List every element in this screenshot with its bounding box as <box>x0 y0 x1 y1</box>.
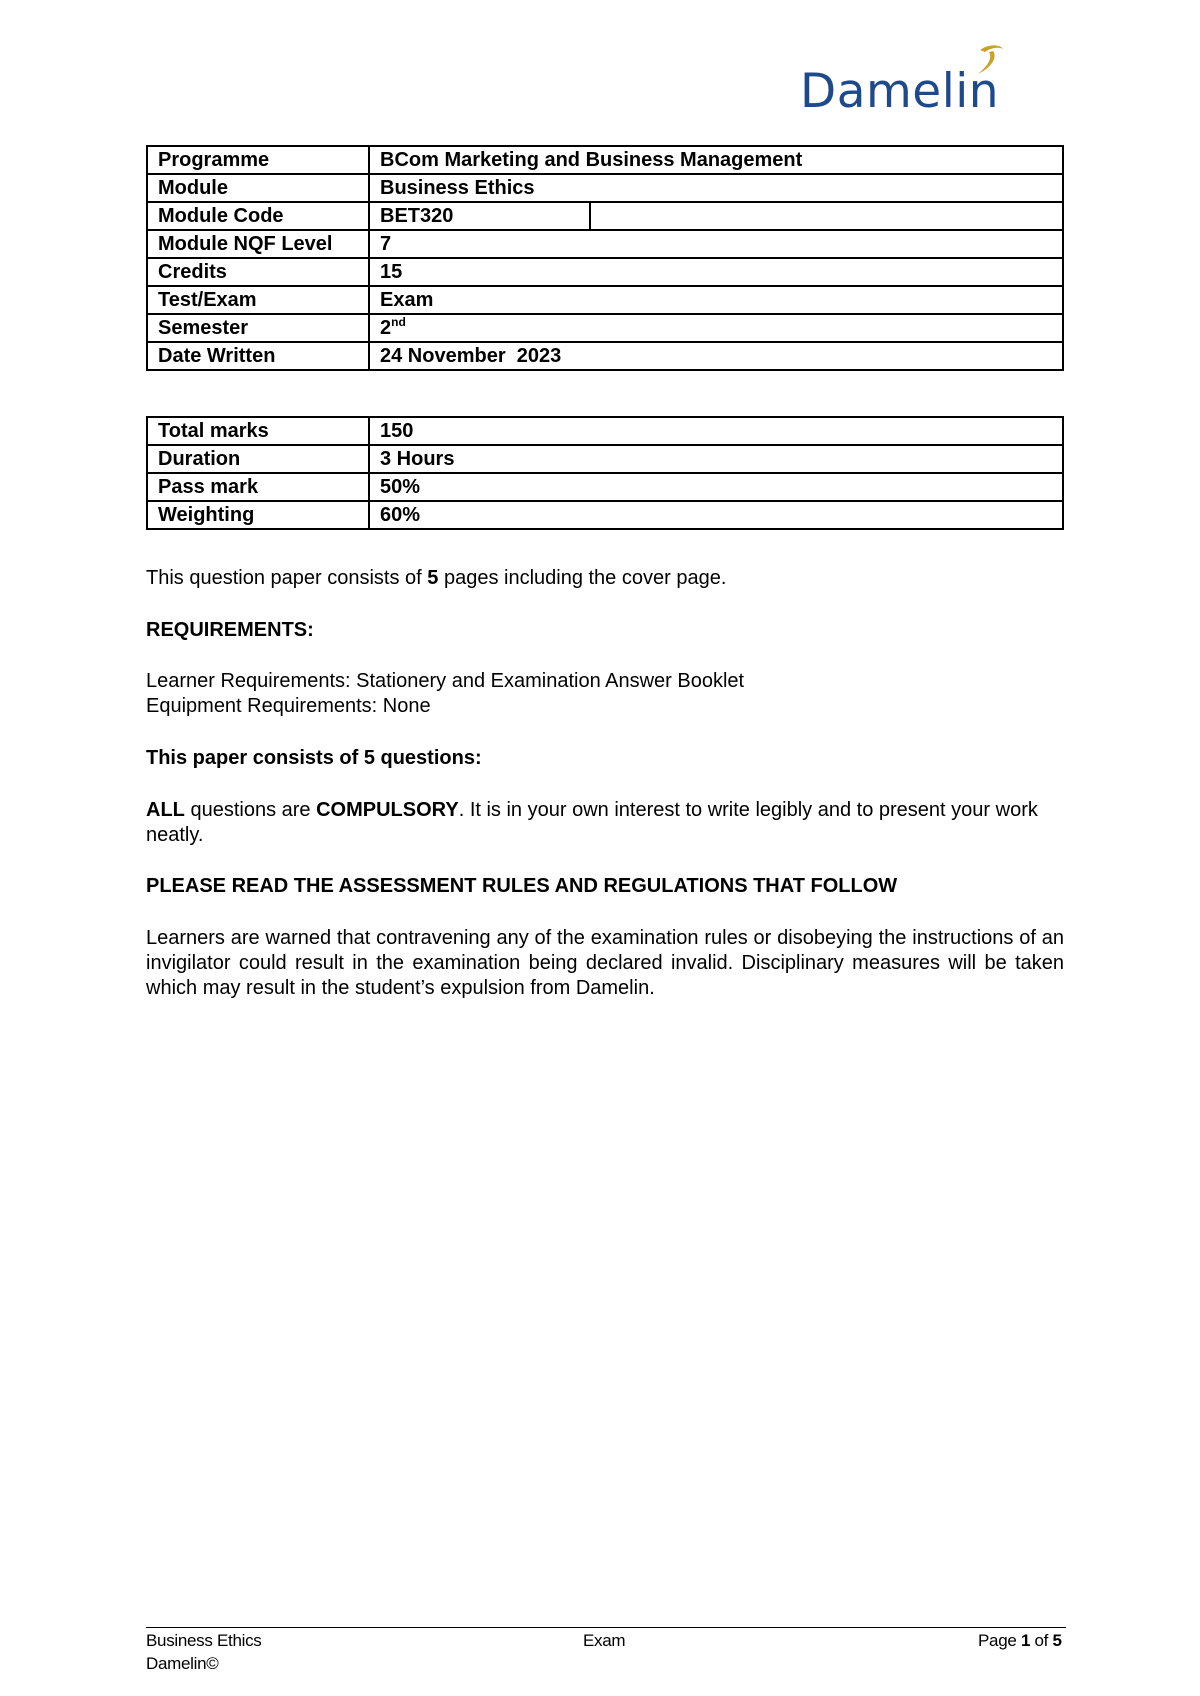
table-row <box>147 174 1063 202</box>
page-current: 1 <box>1020 1631 1031 1650</box>
table-row <box>147 230 1063 258</box>
row-value: 50% <box>369 473 1063 501</box>
table-row <box>147 501 1063 529</box>
questions-heading-text: This paper consists of 5 questions: <box>146 747 482 769</box>
pages-statement <box>146 566 1064 591</box>
footer-page-number <box>978 1630 1062 1652</box>
damelin-logo <box>800 42 1040 122</box>
pages-text: This question paper consists of <box>146 567 428 589</box>
table-row <box>147 286 1063 314</box>
questions-heading <box>146 746 1064 771</box>
row-label: Total marks <box>147 417 369 445</box>
row-label: Programme <box>147 146 369 174</box>
all-word: ALL <box>146 799 185 821</box>
row-value: BCom Marketing and Business Management <box>369 146 1063 174</box>
marks-table <box>146 416 1064 530</box>
rules-heading <box>146 874 1064 899</box>
footer-copyright: Damelin© <box>146 1654 219 1673</box>
row-label: Module <box>147 174 369 202</box>
semester-number: 2 <box>380 317 392 339</box>
row-value: 24 November 2023 <box>369 342 1063 370</box>
rules-heading-text: PLEASE READ THE ASSESSMENT RULES AND REGULATIONS THAT FOLLOW <box>146 875 898 897</box>
footer-exam: Exam <box>583 1631 626 1650</box>
row-label: Semester <box>147 314 369 342</box>
of-word: of <box>1030 1631 1053 1650</box>
row-value: 15 <box>369 258 1063 286</box>
row-extra-cell <box>590 202 1063 230</box>
table-row <box>147 202 1063 230</box>
table-row <box>147 342 1063 370</box>
equipment-requirements: Equipment Requirements: None <box>146 695 431 717</box>
row-label: Weighting <box>147 501 369 529</box>
row-value: 3 Hours <box>369 445 1063 473</box>
table-row <box>147 473 1063 501</box>
row-value: 60% <box>369 501 1063 529</box>
table-row <box>147 258 1063 286</box>
row-label: Module Code <box>147 202 369 230</box>
learner-requirements: Learner Requirements: Stationery and Examination Answer Booklet <box>146 670 745 692</box>
pages-count: 5 <box>427 567 439 589</box>
module-info-table <box>146 145 1064 371</box>
requirements-heading <box>146 618 1064 643</box>
row-label: Duration <box>147 445 369 473</box>
row-label: Module NQF Level <box>147 230 369 258</box>
row-label: Date Written <box>147 342 369 370</box>
row-label: Pass mark <box>147 473 369 501</box>
warning-paragraph: Learners are warned that contravening any of the examination rules or disobeying the instructions of an invigilator could result in the examination being declared invalid. Disciplinary measures will be taken which may result in the student’s expulsion from Damelin. <box>146 927 1064 999</box>
footer-module: Business Ethics <box>146 1631 262 1650</box>
logo-wordmark: Damelin <box>800 64 1000 119</box>
compulsory-text: questions are <box>184 799 317 821</box>
row-value <box>369 314 1063 342</box>
row-value: BET320 <box>369 202 590 230</box>
row-label: Credits <box>147 258 369 286</box>
row-value: Exam <box>369 286 1063 314</box>
table-row <box>147 146 1063 174</box>
semester-suffix: nd <box>391 315 406 329</box>
page-total: 5 <box>1052 1631 1062 1650</box>
page-word: Page <box>978 1631 1021 1650</box>
table-row <box>147 314 1063 342</box>
compulsory-word: COMPULSORY <box>316 799 459 821</box>
footer-divider <box>146 1627 1066 1628</box>
row-value: Business Ethics <box>369 174 1063 202</box>
compulsory-statement <box>146 798 1046 848</box>
requirements-heading-text: REQUIREMENTS: <box>146 619 314 641</box>
table-row <box>147 445 1063 473</box>
table-row <box>147 417 1063 445</box>
row-value: 150 <box>369 417 1063 445</box>
pages-text-end: pages including the cover page. <box>438 567 727 589</box>
row-label: Test/Exam <box>147 286 369 314</box>
row-value: 7 <box>369 230 1063 258</box>
compulsory-text-end: . It is in your own interest to write legibly and to present your work neatly. <box>146 799 1038 846</box>
